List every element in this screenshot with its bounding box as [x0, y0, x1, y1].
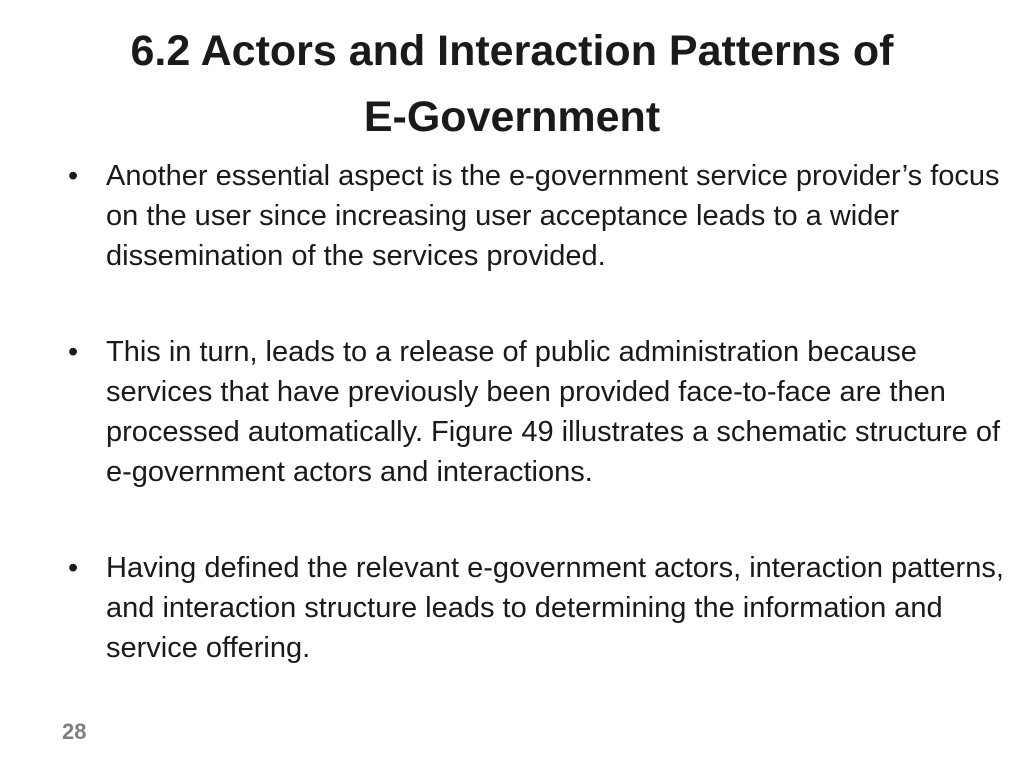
bullet-item-1 [62, 156, 1012, 276]
bullet-dot-icon: • [68, 160, 79, 192]
slide-title-line-2: E-Government [363, 93, 661, 141]
bullet-item-2 [62, 332, 1012, 492]
bullet-list [62, 156, 1012, 668]
slide-title [40, 18, 984, 150]
bullet-dot-icon: • [68, 336, 79, 368]
bullet-text: This in turn, leads to a release of public administration because services that have previously been provided face-to-face are then processed automatically. Figure 49 illustrates a schematic structure of e-government actors and interactions. [106, 336, 1001, 488]
page-number: 28 [62, 719, 87, 744]
bullet-dot-icon: • [68, 552, 79, 584]
bullet-item-3 [62, 548, 1012, 668]
bullet-text: Having defined the relevant e-government actors, interaction patterns, and interaction structure leads to determining the information and service offering. [106, 552, 1004, 664]
bullet-text: Another essential aspect is the e-government service provider’s focus on the user since increasing user acceptance leads to a wider dissemination of the services provided. [106, 160, 1000, 272]
slide-title-line-1: 6.2 Actors and Interaction Patterns of [130, 27, 894, 75]
